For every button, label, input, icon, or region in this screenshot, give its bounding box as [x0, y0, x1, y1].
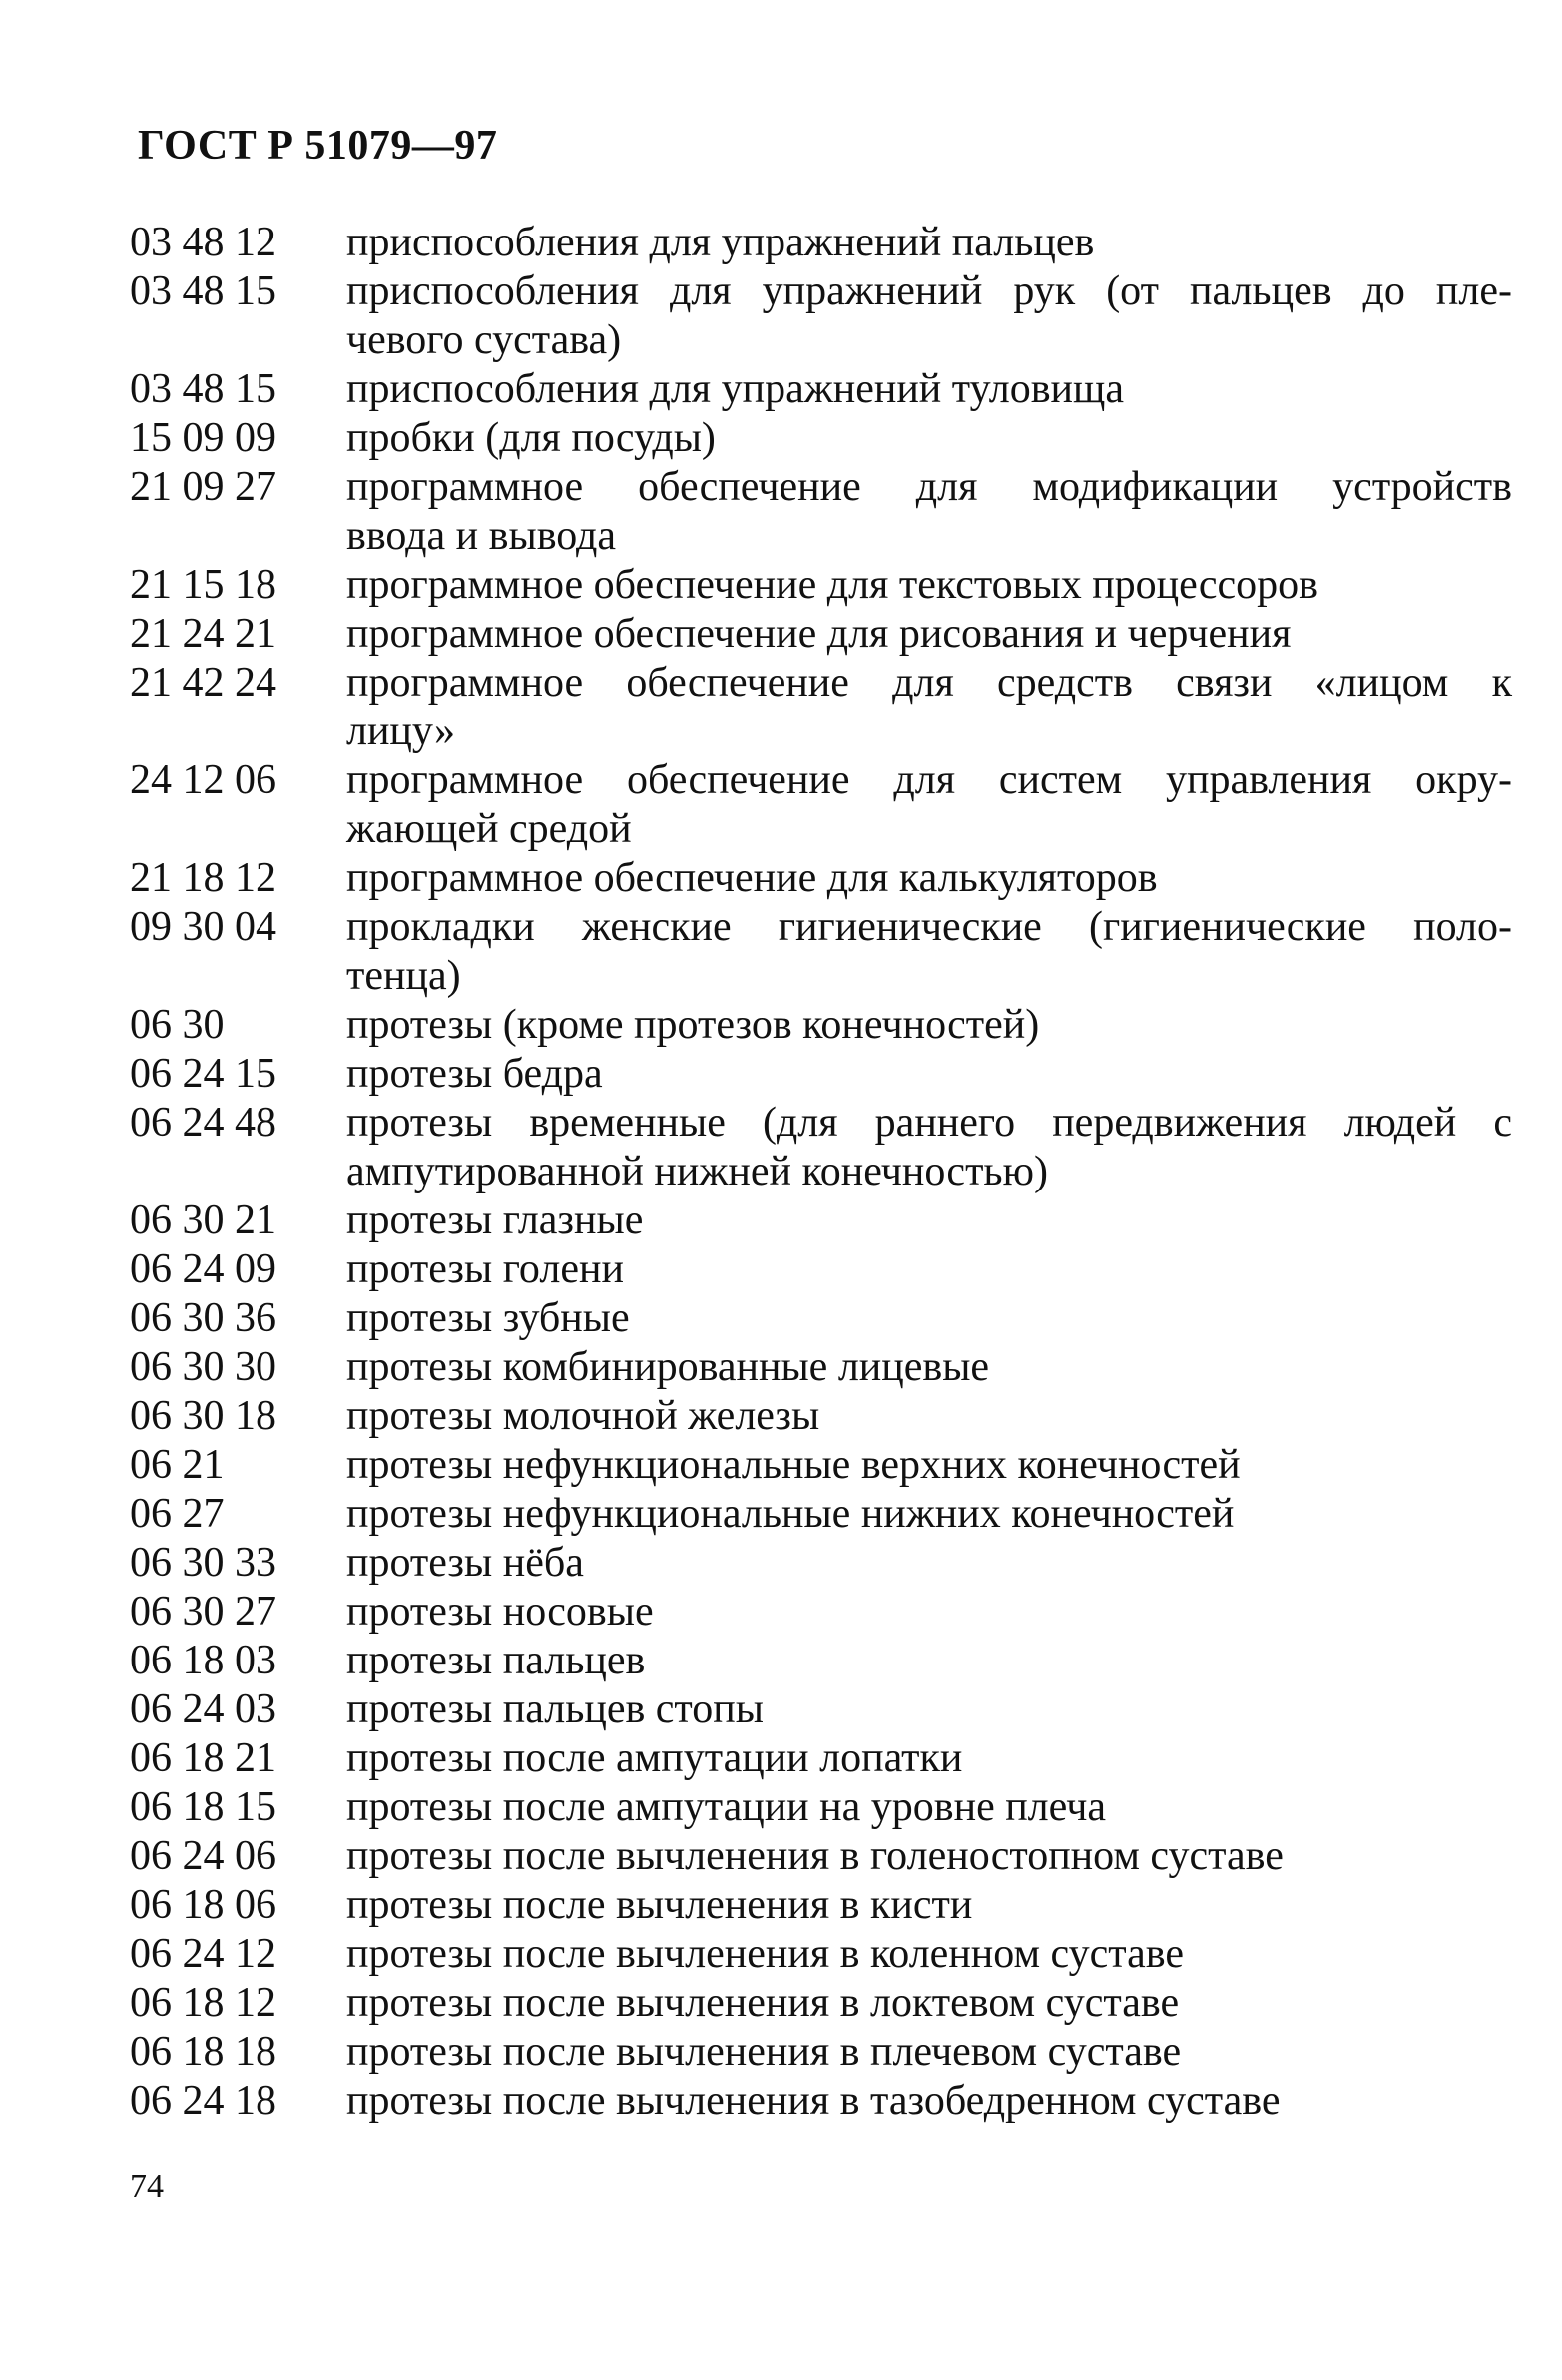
entry-term [346, 1441, 1512, 1490]
entry-code: 06 24 48 [130, 1100, 276, 1146]
entry-term-line: протезы комбинированные лицевые [346, 1344, 990, 1390]
entry-term-line: программное обеспечение для модификации устройств [346, 464, 1512, 510]
entry-code: 06 18 03 [130, 1638, 276, 1683]
entry-term-line: программное обеспечение для рисования и черчения [346, 611, 1292, 657]
entry-code: 06 30 30 [130, 1344, 276, 1390]
entry-term [346, 1001, 1512, 1050]
entry-term [346, 610, 1512, 659]
entry-term-line: прокладки женские гигиенические (гигиенические поло- [346, 904, 1512, 950]
entry-code: 06 21 [130, 1442, 225, 1488]
entry-term-line: протезы после вычленения в тазобедренном суставе [346, 2078, 1281, 2124]
entry-code: 03 48 15 [130, 366, 276, 412]
entry-term-line: протезы пальцев стопы [346, 1686, 764, 1732]
index-list [130, 219, 1512, 2126]
entry-term-line: протезы нефункциональные нижних конечностей [346, 1491, 1235, 1537]
entry-term-line: протезы пальцев [346, 1638, 646, 1683]
index-entry [130, 365, 1512, 414]
page-number: 74 [130, 2168, 164, 2205]
index-entry [130, 1099, 1512, 1196]
entry-code: 24 12 06 [130, 757, 276, 803]
entry-code: 06 24 12 [130, 1931, 276, 1977]
entry-code: 06 18 06 [130, 1882, 276, 1928]
entry-term-line: протезы бедра [346, 1051, 603, 1097]
entry-term-line: протезы голени [346, 1246, 624, 1292]
entry-term-line: тенца) [346, 953, 461, 999]
index-entry [130, 1930, 1512, 1979]
entry-term [346, 1685, 1512, 1734]
entry-term-line: жающей средой [346, 806, 632, 852]
index-entry [130, 1881, 1512, 1930]
entry-code: 06 30 33 [130, 1540, 276, 1586]
entry-term [346, 219, 1512, 267]
entry-term-line: протезы после ампутации лопатки [346, 1735, 963, 1781]
entry-code: 06 30 18 [130, 1393, 276, 1439]
entry-code: 03 48 15 [130, 268, 276, 314]
index-entry [130, 1343, 1512, 1392]
entry-term [346, 1881, 1512, 1930]
entry-term-line: протезы зубные [346, 1295, 630, 1341]
index-entry [130, 1832, 1512, 1881]
entry-code: 06 24 06 [130, 1833, 276, 1879]
entry-term [346, 1050, 1512, 1099]
entry-term [346, 854, 1512, 903]
entry-code: 06 18 12 [130, 1980, 276, 2026]
entry-term [346, 903, 1512, 1001]
entry-term-line: протезы (кроме протезов конечностей) [346, 1002, 1040, 1048]
index-entry [130, 2028, 1512, 2077]
entry-term-line: протезы после вычленения в кисти [346, 1882, 973, 1928]
entry-term-line: протезы после вычленения в голеностопном суставе [346, 1833, 1284, 1879]
entry-code: 06 30 [130, 1002, 225, 1048]
entry-code: 06 18 18 [130, 2029, 276, 2075]
index-entry [130, 1734, 1512, 1783]
entry-code: 06 24 03 [130, 1686, 276, 1732]
index-entry [130, 1294, 1512, 1343]
index-entry [130, 1783, 1512, 1832]
entry-term-line: протезы после вычленения в коленном суставе [346, 1931, 1185, 1977]
entry-term [346, 267, 1512, 365]
entry-term [346, 1099, 1512, 1196]
entry-term-line: приспособления для упражнений рук (от пальцев до пле- [346, 268, 1512, 314]
entry-code: 06 27 [130, 1491, 225, 1537]
entry-term [346, 1637, 1512, 1685]
entry-term-line: протезы молочной железы [346, 1393, 820, 1439]
entry-code: 21 24 21 [130, 611, 276, 657]
entry-term-line: протезы нефункциональные верхних конечностей [346, 1442, 1241, 1488]
entry-code: 06 24 18 [130, 2078, 276, 2124]
index-entry [130, 1441, 1512, 1490]
entry-code: 06 30 27 [130, 1589, 276, 1635]
entry-term [346, 1734, 1512, 1783]
entry-term [346, 1392, 1512, 1441]
entry-code: 03 48 12 [130, 220, 276, 265]
index-entry [130, 1637, 1512, 1685]
entry-term [346, 659, 1512, 756]
entry-code: 06 30 21 [130, 1197, 276, 1243]
index-entry [130, 854, 1512, 903]
entry-code: 06 24 15 [130, 1051, 276, 1097]
index-entry [130, 756, 1512, 854]
entry-term-line: чевого сустава) [346, 317, 622, 363]
index-entry [130, 2077, 1512, 2126]
entry-term-line: ампутированной нижней конечностью) [346, 1149, 1048, 1194]
entry-term [346, 2028, 1512, 2077]
entry-code: 06 30 36 [130, 1295, 276, 1341]
entry-term [346, 1930, 1512, 1979]
index-entry [130, 610, 1512, 659]
index-entry [130, 219, 1512, 267]
entry-term-line: протезы после вычленения в локтевом суставе [346, 1980, 1180, 2026]
index-entry [130, 414, 1512, 463]
entry-term-line: протезы глазные [346, 1197, 644, 1243]
entry-term [346, 1588, 1512, 1637]
entry-code: 21 18 12 [130, 855, 276, 901]
entry-term [346, 1343, 1512, 1392]
entry-term-line: пробки (для посуды) [346, 415, 716, 461]
entry-code: 21 15 18 [130, 562, 276, 608]
index-entry [130, 659, 1512, 756]
index-entry [130, 1979, 1512, 2028]
entry-term-line: приспособления для упражнений пальцев [346, 220, 1095, 265]
index-entry [130, 561, 1512, 610]
index-entry [130, 1490, 1512, 1539]
entry-term-line: программное обеспечение для калькуляторов [346, 855, 1158, 901]
index-entry [130, 1001, 1512, 1050]
entry-term-line: лицу» [346, 709, 455, 754]
entry-code: 06 18 15 [130, 1784, 276, 1830]
entry-term [346, 1245, 1512, 1294]
entry-term [346, 414, 1512, 463]
index-entry [130, 1245, 1512, 1294]
entry-term-line: ввода и вывода [346, 513, 617, 559]
index-entry [130, 463, 1512, 561]
entry-term [346, 463, 1512, 561]
entry-term-line: приспособления для упражнений туловища [346, 366, 1124, 412]
index-entry [130, 903, 1512, 1001]
entry-term [346, 1832, 1512, 1881]
entry-term-line: программное обеспечение для средств связи «лицом к [346, 660, 1512, 706]
entry-term [346, 1196, 1512, 1245]
entry-term [346, 1294, 1512, 1343]
entry-term [346, 365, 1512, 414]
entry-term-line: программное обеспечение для систем управления окру- [346, 757, 1512, 803]
entry-code: 15 09 09 [130, 415, 276, 461]
entry-term [346, 1783, 1512, 1832]
index-entry [130, 1588, 1512, 1637]
entry-term-line: протезы после вычленения в плечевом суставе [346, 2029, 1182, 2075]
index-entry [130, 1392, 1512, 1441]
entry-term [346, 756, 1512, 854]
index-entry [130, 1196, 1512, 1245]
entry-term-line: протезы нёба [346, 1540, 584, 1586]
entry-term [346, 1490, 1512, 1539]
document-header: ГОСТ Р 51079—97 [138, 123, 498, 169]
entry-code: 21 42 24 [130, 660, 276, 706]
entry-code: 06 18 21 [130, 1735, 276, 1781]
entry-code: 06 24 09 [130, 1246, 276, 1292]
entry-term-line: программное обеспечение для текстовых процессоров [346, 562, 1318, 608]
entry-term-line: протезы после ампутации на уровне плеча [346, 1784, 1107, 1830]
index-entry [130, 267, 1512, 365]
index-entry [130, 1539, 1512, 1588]
index-entry [130, 1685, 1512, 1734]
entry-term [346, 561, 1512, 610]
entry-code: 21 09 27 [130, 464, 276, 510]
entry-term-line: протезы временные (для раннего передвижения людей с [346, 1100, 1512, 1146]
entry-term [346, 1539, 1512, 1588]
index-entry [130, 1050, 1512, 1099]
entry-term-line: протезы носовые [346, 1589, 654, 1635]
entry-term [346, 2077, 1512, 2126]
entry-code: 09 30 04 [130, 904, 276, 950]
entry-term [346, 1979, 1512, 2028]
